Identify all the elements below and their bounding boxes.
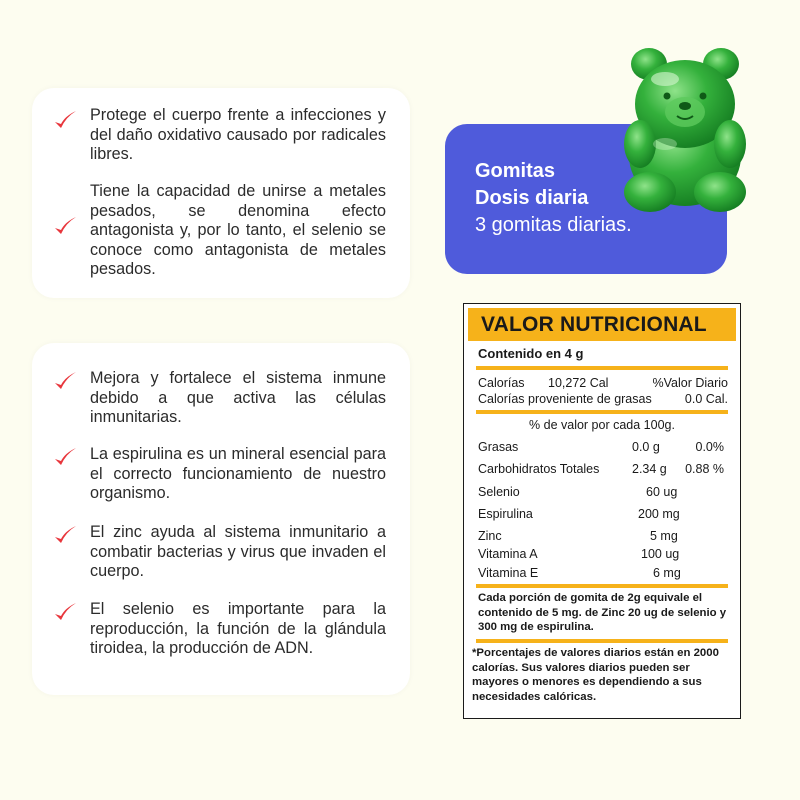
nutrient-name: Carbohidratos Totales xyxy=(478,462,600,476)
benefit-item xyxy=(52,445,386,504)
nutrient-name: Grasas xyxy=(478,440,519,454)
benefit-item xyxy=(52,369,386,428)
nutrient-amount: 2.34 g xyxy=(632,462,667,476)
dose-product: Gomitas xyxy=(475,160,556,182)
nutrition-title: VALOR NUTRICIONAL xyxy=(468,308,736,341)
footnote: *Porcentajes de valores diarios están en 2000 calorías. Sus valores diarios pueden ser mayores o menores es dependiendo a sus necesidades calóricas. xyxy=(472,647,719,703)
fat-calories-value: 0.0 Cal. xyxy=(684,392,728,406)
benefit-item xyxy=(52,106,386,165)
benefit-text: Mejora y fortalece el sistema inmune debido a que activa las células inmunitarias. xyxy=(90,369,386,426)
nutrient-name: Zinc xyxy=(478,529,502,543)
benefit-text: Protege el cuerpo frente a infecciones y del daño oxidativo causado por radicales libres. xyxy=(90,106,386,163)
nutrient-row xyxy=(478,440,728,454)
per-100g: % de valor por cada 100g. xyxy=(529,418,675,432)
nutrient-amount: 0.0 g xyxy=(632,440,660,454)
nutrient-row xyxy=(478,566,728,580)
benefits-card-top xyxy=(32,88,410,298)
benefit-item xyxy=(52,182,386,280)
nutrient-amount: 60 ug xyxy=(646,485,678,499)
benefits-card-bottom xyxy=(32,343,410,695)
dose-amount: 3 gomitas diarias. xyxy=(475,214,632,236)
nutrient-amount: 100 ug xyxy=(641,547,680,561)
checkmark-icon xyxy=(52,108,78,134)
nutrient-row xyxy=(478,462,728,476)
checkmark-icon xyxy=(52,214,78,240)
calories-label: Calorías xyxy=(478,376,525,390)
checkmark-icon xyxy=(52,445,78,471)
nutrient-name: Selenio xyxy=(478,485,520,499)
separator xyxy=(476,639,728,643)
separator xyxy=(476,584,728,588)
benefit-item xyxy=(52,523,386,582)
calories-row xyxy=(478,376,728,390)
dose-title: Dosis diaria xyxy=(475,187,589,209)
separator xyxy=(476,366,728,370)
fat-calories-row xyxy=(478,392,728,406)
benefit-item xyxy=(52,600,386,659)
nutrient-amount: 5 mg xyxy=(650,529,678,543)
daily-value-label: %Valor Diario xyxy=(652,376,728,390)
portion-note: Cada porción de gomita de 2g equivale el contenido de 5 mg. de Zinc 20 ug de selenio y 300 mg de espirulina. xyxy=(478,592,727,634)
nutrient-amount: 200 mg xyxy=(638,507,680,521)
separator xyxy=(476,410,728,414)
nutrient-name: Espirulina xyxy=(478,507,533,521)
benefit-text: El selenio es importante para la reproducción, la función de la glándula tiroidea, la producción de ADN. xyxy=(90,600,386,657)
nutrient-pct: 0.88 % xyxy=(685,462,724,476)
benefit-text: La espirulina es un mineral esencial para el correcto funcionamiento de nuestro organismo. xyxy=(90,445,386,502)
nutrient-row xyxy=(478,485,728,499)
checkmark-icon xyxy=(52,523,78,549)
nutrition-panel xyxy=(463,303,741,719)
nutrient-row xyxy=(478,529,728,543)
nutrient-pct: 0.0% xyxy=(695,440,724,454)
checkmark-icon xyxy=(52,600,78,626)
gummy-bear-image xyxy=(615,44,755,214)
fat-calories-label: Calorías proveniente de grasas xyxy=(478,392,652,406)
nutrient-name: Vitamina A xyxy=(478,547,538,561)
checkmark-icon xyxy=(52,369,78,395)
nutrient-name: Vitamina E xyxy=(478,566,539,580)
nutrient-row xyxy=(478,547,728,561)
nutrient-amount: 6 mg xyxy=(653,566,681,580)
calories-value: 10,272 Cal xyxy=(548,376,609,390)
benefit-text: El zinc ayuda al sistema inmunitario a combatir bacterias y virus que invaden el cuerpo. xyxy=(90,523,386,580)
nutrient-row xyxy=(478,507,728,521)
benefit-text: Tiene la capacidad de unirse a metales pesados, se denomina efecto antagonista y, por lo tanto, el selenio se conoce como antagonista de metales pesados. xyxy=(90,182,386,278)
content-size: Contenido en 4 g xyxy=(478,346,584,361)
